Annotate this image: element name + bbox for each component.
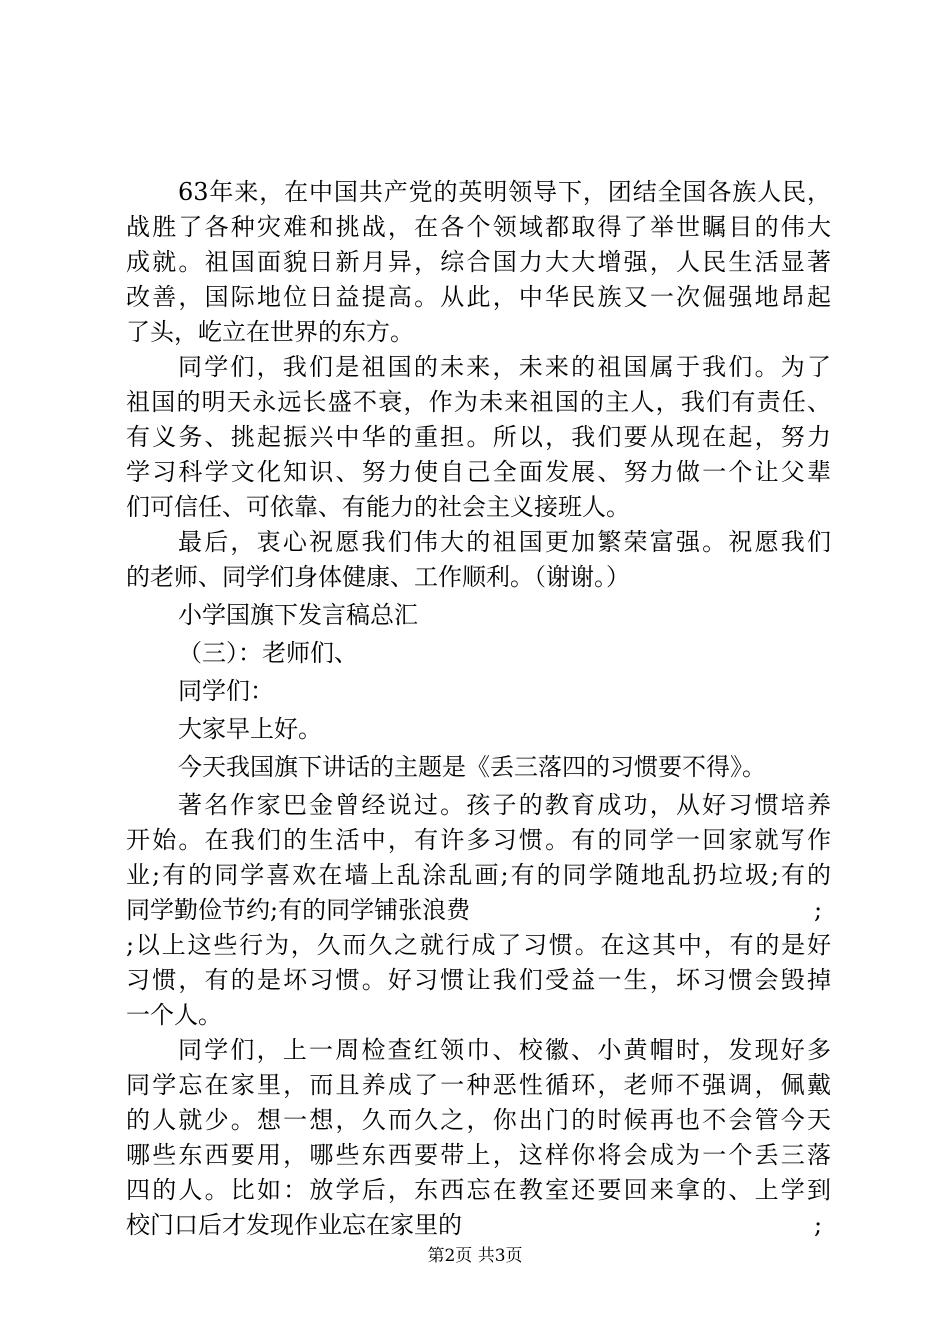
text-line: 的人就少。想一想，久而久之，你出门的时候再也不会管今天 (126, 1106, 831, 1134)
text-line: 同学们，上一周检查红领巾、校徽、小黄帽时，发现好多 (178, 1036, 831, 1064)
text-line: 学习科学文化知识、努力使自己全面发展、努力做一个让父辈 (126, 458, 831, 486)
text-line: 的老师、同学们身体健康、工作顺利。（谢谢。） (126, 563, 630, 591)
text-line: 最后，衷心祝愿我们伟大的祖国更加繁荣富强。祝愿我们 (178, 528, 831, 556)
text-line: 同学们，我们是祖国的未来，未来的祖国属于我们。为了 (178, 353, 831, 381)
text-line: 业;有的同学喜欢在墙上乱涂乱画;有的同学随地乱扔垃圾;有的 (126, 861, 831, 889)
text-line: 同学们： (178, 677, 274, 705)
text-line: 成就。祖国面貌日新月异，综合国力大大增强，人民生活显著 (126, 248, 831, 276)
text-line: 开始。在我们的生活中，有许多习惯。有的同学一回家就写作 (126, 826, 831, 854)
text-line: 习惯，有的是坏习惯。好习惯让我们受益一生，坏习惯会毁掉 (126, 966, 831, 994)
text-line: ;以上这些行为，久而久之就行成了习惯。在这其中，有的是好 (126, 931, 831, 959)
text-line: ; (814, 1211, 823, 1239)
text-line: ; (814, 896, 823, 924)
text-line: 四的人。比如：放学后，东西忘在教室还要回来拿的、上学到 (126, 1176, 831, 1204)
text-line: 一个人。 (126, 1001, 222, 1029)
text-line: 有义务、挑起振兴中华的重担。所以，我们要从现在起，努力 (126, 423, 831, 451)
text-line: 哪些东西要用，哪些东西要带上，这样你将会成为一个丢三落 (126, 1141, 831, 1169)
text-line: 了头，屹立在世界的东方。 (126, 318, 414, 346)
text-line: 大家早上好。 (178, 715, 322, 743)
text-line: 校门口后才发现作业忘在家里的 (126, 1211, 462, 1239)
page-number: 第2页 共3页 (427, 1246, 523, 1266)
text-line: 战胜了各种灾难和挑战，在各个领域都取得了举世瞩目的伟大 (126, 213, 831, 241)
text-line: 同学忘在家里，而且养成了一种恶性循环，老师不强调，佩戴 (126, 1071, 831, 1099)
text-line: （三）：老师们、 (178, 639, 358, 667)
text-line: 祖国的明天永远长盛不衰，作为未来祖国的主人，我们有责任、 (126, 388, 831, 416)
text-line: 同学勤俭节约;有的同学铺张浪费 (126, 896, 471, 924)
text-line: 今天我国旗下讲话的主题是《丢三落四的习惯要不得》。 (178, 753, 766, 781)
section-title: 小学国旗下发言稿总汇 (178, 601, 418, 629)
text-line: 们可信任、可依靠、有能力的社会主义接班人。 (126, 493, 630, 521)
text-line: 63年来，在中国共产党的英明领导下，团结全国各族人民， (178, 178, 831, 206)
text-line: 改善，国际地位日益提高。从此，中华民族又一次倔强地昂起 (126, 283, 831, 311)
text-line: 著名作家巴金曾经说过。孩子的教育成功，从好习惯培养 (178, 791, 831, 819)
